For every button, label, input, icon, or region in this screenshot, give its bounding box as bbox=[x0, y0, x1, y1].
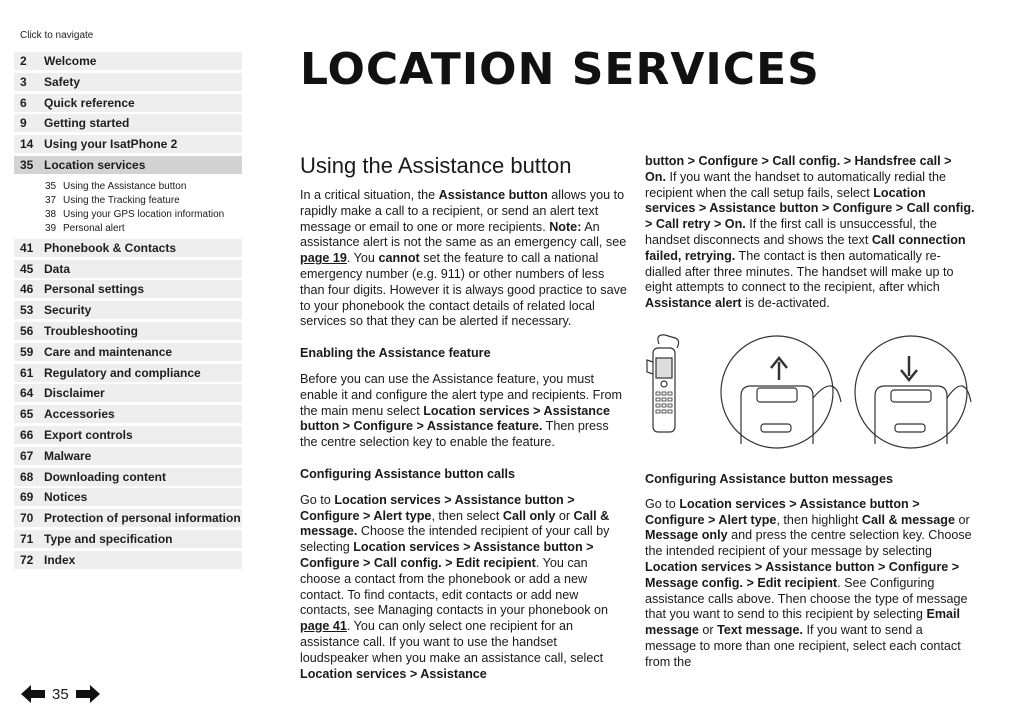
toc-label: Disclaimer bbox=[44, 386, 105, 401]
text-run: and press the centre selection key. Choose the intended recipient of your message by selecting bbox=[645, 528, 972, 559]
assistance-button-illustration bbox=[645, 332, 975, 454]
text-run: . You can only select one recipient for an assistance call. If you want to use the handset loudspeaker when you make an assistance call, select bbox=[300, 619, 604, 665]
toc-num: 45 bbox=[20, 261, 34, 276]
table-of-contents bbox=[14, 52, 242, 572]
text-run: or bbox=[954, 512, 970, 527]
text-run: Go to bbox=[645, 496, 680, 511]
toc-num: 56 bbox=[20, 323, 34, 338]
text-run-bold: Location services > Assistance bbox=[300, 666, 487, 681]
toc-label: Location services bbox=[44, 157, 146, 172]
toc-item-welcome[interactable] bbox=[14, 52, 242, 70]
toc-label: Notices bbox=[44, 490, 88, 505]
toc-item-index[interactable] bbox=[14, 551, 242, 569]
text-run-bold: Location services > Assistance button > Configure > Call config. > Edit recipient bbox=[300, 540, 594, 570]
text-run-bold: Message only bbox=[645, 528, 728, 543]
toc-label: Index bbox=[44, 552, 76, 567]
toc-num: 64 bbox=[20, 386, 34, 401]
text-run: Before you can use the Assistance feature, you must enable it and configure the alert type and recipients. From the main menu select bbox=[300, 371, 623, 418]
toc-item-getting-started[interactable] bbox=[14, 114, 242, 132]
toc-label: Export controls bbox=[44, 427, 133, 442]
configuring-messages-paragraph bbox=[645, 497, 975, 671]
previous-page-arrow-icon[interactable] bbox=[20, 684, 46, 704]
toc-label: Phonebook & Contacts bbox=[44, 240, 177, 255]
toc-item-personal-settings[interactable] bbox=[14, 280, 242, 298]
toc-item-quick-reference[interactable] bbox=[14, 94, 242, 112]
toc-label: Care and maintenance bbox=[44, 344, 173, 359]
toc-label: Downloading content bbox=[44, 469, 166, 484]
text-run: Then press the centre selection key to enable the feature. bbox=[300, 419, 609, 450]
text-run-bold: Location services > Assistance button > Configure > Alert type bbox=[645, 496, 920, 527]
toc-item-notices[interactable] bbox=[14, 488, 242, 506]
toc-item-export-controls[interactable] bbox=[14, 426, 242, 444]
toc-sub-num: 37 bbox=[45, 195, 57, 207]
text-run: is de-activated. bbox=[741, 296, 830, 311]
toc-label: Troubleshooting bbox=[44, 323, 138, 338]
toc-label: Protection of personal information bbox=[44, 511, 241, 526]
text-run: , then highlight bbox=[776, 512, 862, 527]
toc-item-phonebook[interactable] bbox=[14, 239, 242, 257]
toc-sub-num: 39 bbox=[45, 223, 57, 235]
toc-label: Malware bbox=[44, 448, 92, 463]
next-page-arrow-icon[interactable] bbox=[75, 684, 101, 704]
toc-item-using-isatphone[interactable] bbox=[14, 135, 242, 153]
toc-num: 70 bbox=[20, 511, 34, 526]
toc-sub-label: Using the Assistance button bbox=[63, 181, 187, 193]
toc-num: 68 bbox=[20, 469, 34, 484]
toc-label: Regulatory and compliance bbox=[44, 365, 201, 380]
toc-num: 6 bbox=[20, 95, 27, 110]
toc-sub-item-personal-alert[interactable] bbox=[45, 222, 242, 236]
text-run: , then select bbox=[431, 508, 503, 523]
text-run: or bbox=[555, 508, 574, 523]
text-run-bold: Call only bbox=[502, 508, 556, 523]
toc-item-safety[interactable] bbox=[14, 73, 242, 91]
toc-subsection-list bbox=[14, 177, 242, 239]
toc-label: Data bbox=[44, 261, 71, 276]
configuring-messages-heading: Configuring Assistance button messages bbox=[645, 472, 893, 486]
text-run: set the feature to call a national emergency number (e.g. 911) or other numbers of less than four digits. However it is always good practice to save to your phonebook the contact details of related local services so that they can be alerted if necessary. bbox=[300, 251, 627, 329]
intro-paragraph bbox=[300, 188, 628, 330]
text-run-bold: Call connection failed, retrying. bbox=[645, 232, 966, 263]
toc-item-security[interactable] bbox=[14, 301, 242, 319]
toc-sub-item-gps-location[interactable] bbox=[45, 208, 242, 222]
toc-num: 59 bbox=[20, 344, 34, 359]
text-run: In a critical situation, the bbox=[300, 188, 439, 202]
text-run: or bbox=[698, 623, 718, 638]
toc-sub-num: 35 bbox=[45, 181, 57, 193]
toc-num: 35 bbox=[20, 157, 34, 172]
text-run-bold: Location services > Assistance button > Configure > Assistance feature. bbox=[300, 403, 610, 434]
text-run: . You can choose a contact from the phonebook or add a new contact. To find contacts, edit contacts or add new contacts, see Managing contacts in your phonebook on bbox=[300, 555, 609, 618]
text-run-bold: Email message bbox=[645, 607, 961, 638]
toc-num: 53 bbox=[20, 303, 34, 318]
enabling-paragraph bbox=[300, 372, 628, 451]
toc-item-care-maintenance[interactable] bbox=[14, 343, 242, 361]
text-run: If you want to send a message to more than one recipient, select each contact from the bbox=[645, 623, 961, 669]
page-19-link[interactable]: page 19 bbox=[300, 251, 347, 266]
toc-label: Safety bbox=[44, 74, 81, 89]
toc-label: Welcome bbox=[44, 54, 97, 68]
content-column-left bbox=[300, 152, 628, 682]
toc-label: Using your IsatPhone 2 bbox=[44, 137, 178, 152]
toc-num: 41 bbox=[20, 240, 34, 255]
section-title: Using the Assistance button bbox=[300, 153, 572, 178]
handsfree-paragraph bbox=[645, 154, 975, 312]
text-run-bold: Call & message bbox=[861, 512, 955, 527]
toc-label: Getting started bbox=[44, 116, 130, 131]
text-run-bold: Location services > Assistance button > Configure > Alert type bbox=[300, 492, 575, 523]
toc-item-downloading-content[interactable] bbox=[14, 468, 242, 486]
text-run: An assistance alert is not the same as an emergency call, see bbox=[300, 219, 627, 250]
text-run: Choose the intended recipient of your call by selecting bbox=[300, 524, 610, 555]
toc-item-type-specification[interactable] bbox=[14, 530, 242, 548]
toc-num: 65 bbox=[20, 407, 34, 422]
toc-num: 2 bbox=[20, 54, 27, 68]
toc-item-troubleshooting[interactable] bbox=[14, 322, 242, 340]
text-run-bold: Assistance alert bbox=[645, 296, 742, 311]
content-column-right bbox=[645, 154, 975, 312]
toc-sub-item-assistance-button[interactable] bbox=[45, 180, 242, 194]
text-run-bold: button > Configure > Call config. > Handsfree call > On. bbox=[645, 154, 952, 184]
toc-num: 14 bbox=[20, 137, 34, 152]
text-run-bold: Note: bbox=[549, 219, 582, 234]
toc-item-data[interactable] bbox=[14, 260, 242, 278]
toc-num: 61 bbox=[20, 365, 34, 380]
toc-num: 72 bbox=[20, 552, 34, 567]
configuring-calls-heading: Configuring Assistance button calls bbox=[300, 466, 516, 481]
toc-num: 71 bbox=[20, 531, 34, 546]
toc-item-malware[interactable] bbox=[14, 447, 242, 465]
toc-item-protection-personal-info[interactable] bbox=[14, 509, 242, 527]
toc-num: 46 bbox=[20, 282, 34, 297]
nav-hint: Click to navigate bbox=[20, 30, 94, 41]
text-run: If you want the handset to automatically redial the recipient when the call setup fails, select bbox=[645, 169, 947, 200]
button-closeup-open bbox=[721, 336, 841, 448]
text-run-bold: Text message. bbox=[717, 623, 803, 638]
toc-label: Personal settings bbox=[44, 282, 145, 297]
enabling-heading: Enabling the Assistance feature bbox=[300, 346, 491, 361]
toc-label: Accessories bbox=[44, 407, 115, 422]
chapter-title: LOCATION SERVICES bbox=[300, 44, 820, 95]
text-run: . See Configuring assistance calls above. Then choose the type of message that you want to send to this recipient by selecting bbox=[645, 575, 968, 622]
toc-sub-item-tracking[interactable] bbox=[45, 194, 242, 208]
text-run: If the first call is unsuccessful, the handset disconnects and shows the text bbox=[645, 217, 937, 247]
button-closeup-pressed bbox=[855, 336, 971, 448]
text-run-bold: Call & message. bbox=[300, 508, 610, 539]
configuring-calls-paragraph bbox=[300, 493, 628, 683]
toc-item-disclaimer[interactable] bbox=[14, 384, 242, 402]
toc-sub-label: Using the Tracking feature bbox=[63, 195, 180, 207]
text-run-bold: Assistance button bbox=[438, 188, 548, 202]
text-run: allows you to rapidly make a call to a recipient, or send an alert text message or email to one or more recipients. bbox=[300, 188, 625, 234]
toc-num: 3 bbox=[20, 74, 27, 89]
text-run-bold: Location services > Assistance button > Configure > Message config. > Edit recipient bbox=[645, 559, 960, 590]
text-run: . You bbox=[346, 251, 379, 266]
toc-sub-label: Using your GPS location information bbox=[63, 209, 225, 221]
toc-sub-label: Personal alert bbox=[63, 223, 125, 235]
toc-num: 9 bbox=[20, 116, 27, 131]
toc-item-accessories[interactable] bbox=[14, 405, 242, 423]
page-footer bbox=[20, 682, 101, 706]
page-number: 35 bbox=[52, 685, 69, 703]
toc-item-regulatory[interactable] bbox=[14, 364, 242, 382]
toc-sub-num: 38 bbox=[45, 209, 57, 221]
toc-label: Quick reference bbox=[44, 95, 135, 110]
toc-label: Type and specification bbox=[44, 531, 173, 546]
text-run: Go to bbox=[300, 492, 335, 507]
content-column-right-lower bbox=[645, 472, 975, 671]
page-41-link[interactable]: page 41 bbox=[300, 619, 347, 634]
handset-illustration bbox=[647, 335, 679, 432]
toc-num: 67 bbox=[20, 448, 34, 463]
text-run-bold: Location services > Assistance button > Configure > Call config. > Call retry > On. bbox=[645, 185, 975, 232]
toc-num: 69 bbox=[20, 490, 34, 505]
toc-item-location-services[interactable] bbox=[14, 156, 242, 174]
toc-label: Security bbox=[44, 303, 92, 318]
text-run-bold: cannot bbox=[378, 251, 420, 266]
text-run: The contact is then automatically re-dialled after three minutes. The handset will make up to eight attempts to connect to the recipient, after which bbox=[645, 248, 954, 295]
toc-num: 66 bbox=[20, 427, 34, 442]
